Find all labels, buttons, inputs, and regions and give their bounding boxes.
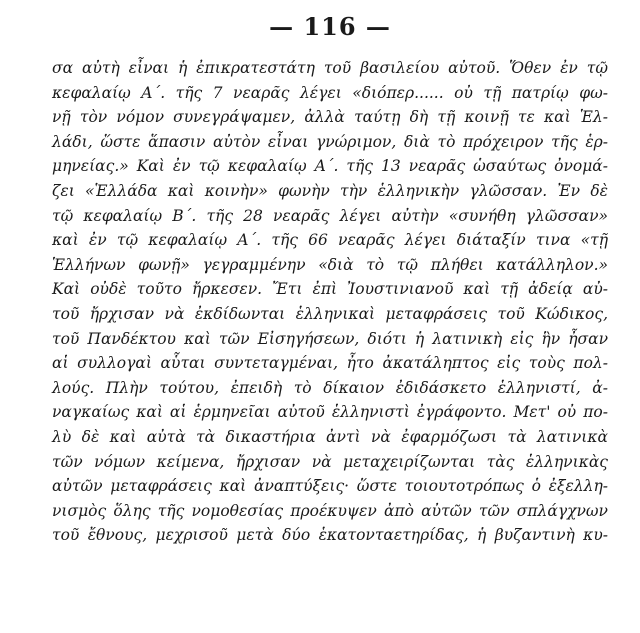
text-line: καὶ ἐν τῷ κεφαλαίῳ Α΄. τῆς 66 νεαρᾶς λέγει διάταξίν τινα «τῇ	[52, 231, 608, 250]
text-line: κεφαλαίῳ Α΄. τῆς 7 νεαρᾶς λέγει «διόπερ...... οὐ τῇ πατρίῳ φω-	[52, 83, 608, 102]
text-line: νισμὸς ὅλης τῆς νομοθεσίας προέκυψεν ἀπὸ αὐτῶν τῶν σπλάγχνων	[52, 501, 608, 520]
text-line: λάδι, ὥστε ἅπασιν αὐτὸν εἶναι γνώριμον, διὰ τὸ πρόχειρον τῆς ἑρ-	[52, 132, 608, 151]
text-line: τοῦ ἔθνους, μεχρισοῦ μετὰ δύο ἑκατονταετηρίδας, ἡ βυζαντινὴ κυ-	[52, 526, 608, 545]
text-line: αἱ συλλογαὶ αὗται συντεταγμέναι, ἦτο ἀκατάληπτος εἰς τοὺς πολ-	[52, 354, 608, 373]
text-line: ζει «Ἑλλάδα καὶ κοινὴν» φωνὴν τὴν ἑλληνικὴν γλῶσσαν. Ἐν δὲ	[52, 181, 608, 200]
text-line: Ἑλλήνων φωνῇ» γεγραμμένην «διὰ τὸ τῷ πλήθει κατάλληλον.»	[52, 255, 608, 274]
text-line: αὐτῶν μεταφράσεις καὶ ἀναπτύξεις· ὥστε τοιουτοτρόπως ὁ ἐξελλη-	[52, 477, 608, 496]
text-line: ναγκαίως καὶ αἱ ἑρμηνεῖαι αὐτοῦ ἑλληνιστὶ ἐγράφοντο. Μετ' οὐ πο-	[52, 403, 608, 422]
text-line: λὺ δὲ καὶ αὐτὰ τὰ δικαστήρια ἀντὶ νὰ ἐφαρμόζωσι τὰ λατινικὰ	[52, 427, 608, 446]
text-line: τοῦ ἤρχισαν νὰ ἐκδίδωνται ἑλληνικαὶ μεταφράσεις τοῦ Κώδικος,	[52, 304, 608, 323]
text-line: Καὶ οὐδὲ τοῦτο ἤρκεσεν. Ἔτι ἐπὶ Ἰουστινιανοῦ καὶ τῇ ἀδείᾳ αὐ-	[52, 280, 608, 299]
text-line: σα αὐτὴ εἶναι ἡ ἐπικρατεστάτη τοῦ βασιλείου αὐτοῦ. Ὅθεν ἐν τῷ	[52, 59, 608, 77]
page-number: — 116 —	[269, 12, 391, 41]
text-line: λούς. Πλὴν τούτου, ἐπειδὴ τὸ δίκαιον ἐδιδάσκετο ἑλληνιστί, ἀ-	[52, 378, 608, 397]
text-line: τοῦ Πανδέκτου καὶ τῶν Εἰσηγήσεων, διότι ἡ λατινικὴ εἰς ἣν ἦσαν	[52, 329, 608, 348]
text-line: τῷ κεφαλαίῳ Β΄. τῆς 28 νεαρᾶς λέγει αὐτὴν «συνήθη γλῶσσαν»	[52, 206, 608, 225]
text-line: μηνείας.» Καὶ ἐν τῷ κεφαλαίῳ Α΄. τῆς 13 νεαρᾶς ὡσαύτως ὀνομά-	[52, 157, 608, 176]
body-text	[52, 56, 608, 548]
text-line: τῶν νόμων κείμενα, ἤρχισαν νὰ μεταχειρίζωνται τὰς ἑλληνικὰς	[52, 452, 608, 471]
text-line: νῇ τὸν νόμον συνεγράψαμεν, ἀλλὰ ταύτῃ δὴ τῇ κοινῇ τε καὶ Ἑλ-	[52, 108, 608, 127]
